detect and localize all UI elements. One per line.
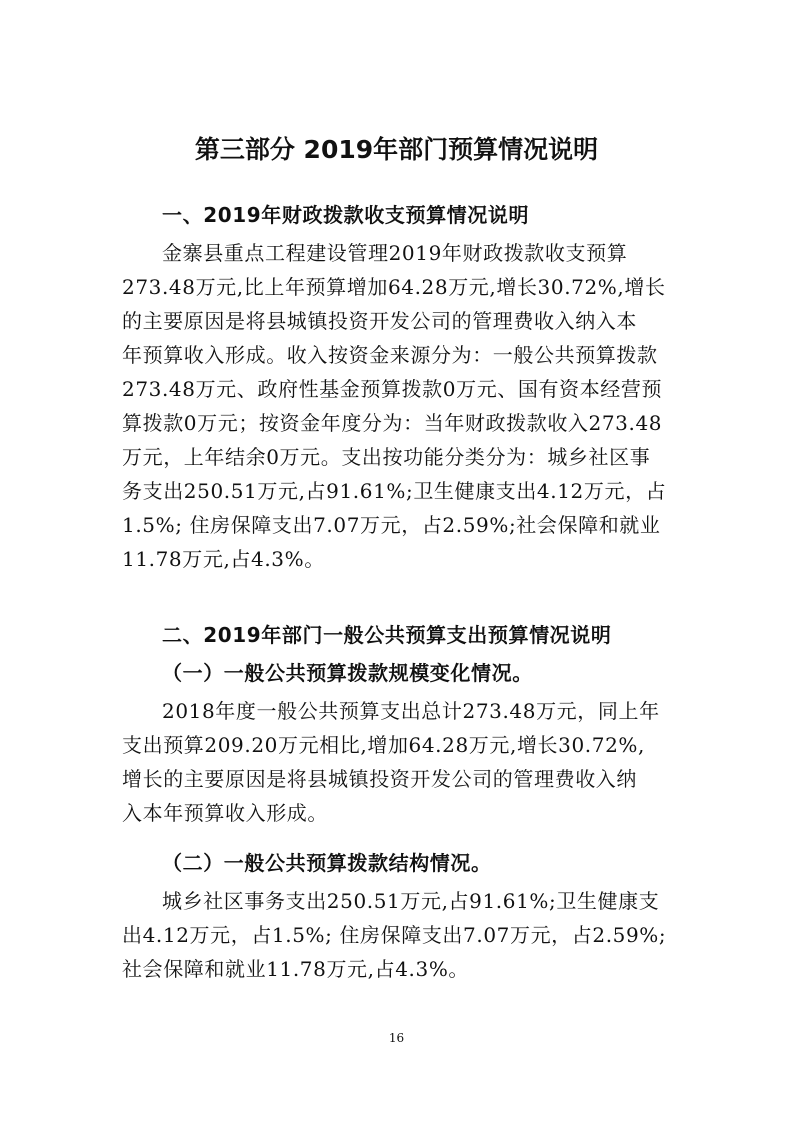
paragraph-line: 入本年预算收入形成。 [122,801,328,825]
paragraph-line: 的主要原因是将县城镇投资开发公司的管理费收入纳入本 [122,309,637,333]
paragraph-line: 社会保障和就业11.78万元,占4.3%。 [122,957,470,981]
paragraph-line: 算拨款0万元；按资金年度分为：当年财政拨款收入273.48 [122,411,663,435]
paragraph-line: 273.48万元,比上年预算增加64.28万元,增长30.72%,增长 [122,275,666,299]
paragraph-line: 1.5%; 住房保障支出7.07万元，占2.59%;社会保障和就业 [122,513,661,537]
subsection-1-heading: （一）一般公共预算拨款规模变化情况。 [162,661,533,685]
paragraph-line: 273.48万元、政府性基金预算拨款0万元、国有资本经营预 [122,377,663,401]
subsection-2-paragraph [122,884,677,986]
paragraph-line: 增长的主要原因是将县城镇投资开发公司的管理费收入纳 [122,767,637,791]
paragraph-line: 出4.12万元，占1.5%; 住房保障支出7.07万元，占2.59%; [122,923,667,947]
section-1-paragraph [122,236,677,576]
paragraph-line: 务支出250.51万元,占91.61%;卫生健康支出4.12万元，占 [122,479,667,503]
subsection-2-heading: （二）一般公共预算拨款结构情况。 [162,851,492,875]
paragraph-line: 2018年度一般公共预算支出总计273.48万元，同上年 [162,699,660,723]
section-1-heading: 一、2019年财政拨款收支预算情况说明 [162,203,530,227]
paragraph-line: 城乡社区事务支出250.51万元,占91.61%;卫生健康支 [162,889,660,913]
page-title: 第三部分 2019年部门预算情况说明 [194,135,599,164]
paragraph-line: 金寨县重点工程建设管理2019年财政拨款收支预算 [162,241,628,265]
paragraph-line: 万元，上年结余0万元。支出按功能分类分为：城乡社区事 [122,445,651,469]
subsection-1-paragraph [122,694,677,830]
section-2-heading: 二、2019年部门一般公共预算支出预算情况说明 [162,623,612,647]
page-number: 16 [388,1031,405,1045]
paragraph-line: 支出预算209.20万元相比,增加64.28万元,增长30.72%, [122,733,645,757]
paragraph-line: 11.78万元,占4.3%。 [122,547,325,571]
paragraph-line: 年预算收入形成。收入按资金来源分为：一般公共预算拨款 [122,343,658,367]
